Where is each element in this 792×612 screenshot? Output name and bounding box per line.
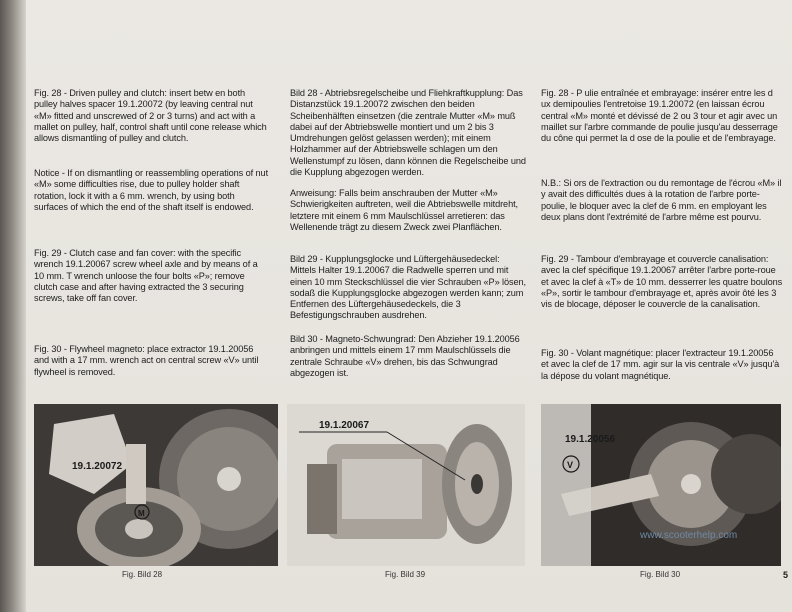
caption-fig28: Fig. Bild 28: [122, 570, 163, 579]
book-spine-shadow: [0, 0, 26, 612]
en-fig29-paragraph: Fig. 29 - Clutch case and fan cover: with the specific wrench 19.1.20067 screw wheel axle and by means of a 10 mm. T wrench unloose the four bolts «P»; remove clutch case and after having extracted the 3 securing screws, take off fan cover.: [34, 248, 258, 304]
photo2-tool-label: 19.1.20067: [319, 420, 370, 431]
fr-fig29-paragraph: Fig. 29 - Tambour d'embrayage et couvercle canalisation: avec la clef spécifique 19.1.20067 arrêter l'arbre porte-roue et avec la clef à «T» de 10 mm. desserrer les quatre boulons «P», sortir le tambour d'embrayage et, après avoir ôté les 3 vis de blocage, déposer le couvercle de la canalisation.: [541, 254, 783, 310]
de-bild29-paragraph: Bild 29 - Kupplungsglocke und Lüftergehäusedeckel: Mittels Halter 19.1.20067 die Radwelle sperren und mit einen 10 mm Steckschlüssel die vier Schrauben «P» lösen, sodaß die Kupplungsglocke abgezogen werden kann; zum Entfernen des Lüftergehäusedeckels, die 3 Befestigungschrauben ausdrehen.: [290, 254, 526, 321]
photo-fig28-pulley: [34, 404, 278, 566]
caption-fig30: Fig. Bild 30: [640, 570, 681, 579]
photo-fig29-clutch-case: [287, 404, 525, 566]
de-bild30-paragraph: Bild 30 - Magneto-Schwungrad: Den Abzieher 19.1.20056 anbringen und mittels einem 17 mm Maulschlüssels die zentrale Schraube «V» drehen, bis das Schwungrad abgezogen ist.: [290, 334, 520, 378]
en-notice-paragraph: Notice - If on dismantling or reassembling operations of nut «M» some difficulties rise, due to pulley holder shaft rotation, lock it with a 6 mm. wrench, by using both surfaces of which the end of the shaft itself is endowed.: [34, 168, 269, 212]
photo-fig30-flywheel: [541, 404, 781, 566]
page-number: 5: [783, 570, 789, 580]
fr-fig30-paragraph: Fig. 30 - Volant magnétique: placer l'extracteur 19.1.20056 et avec la clef de 17 mm. agir sur la vis centrale «V» jusqu'à la dépose du volant magnétique.: [541, 348, 780, 381]
en-fig28-paragraph: Fig. 28 - Driven pulley and clutch: insert betw en both pulley halves spacer 19.1.20072 (by leaving central nut «M» fitted and unscrewed of 2 or 3 turns) and act with a mallet on pulley, half, control shaft until cone release which allows dismantling of pulley and clutch.: [34, 88, 267, 144]
en-fig30-paragraph: Fig. 30 - Flywheel magneto: place extractor 19.1.20056 and with a 17 mm. wrench act on central screw «V» until flywheel is removed.: [34, 344, 259, 377]
photo1-tool-label: 19.1.20072: [72, 461, 123, 472]
de-anweisung-paragraph: Anweisung: Falls beim anschrauben der Mutter «M» Schwierigkeiten auftreten, weil die Abtriebswelle mitdreht, letztere mit einem 6 mm Maulschlüssel arretieren: das Wellenende trägt zu diesem Zweck zwei Planflächen.: [290, 188, 518, 232]
watermark-text: www.scooterhelp.com: [640, 530, 738, 541]
photo1-nut-letter: M: [138, 509, 145, 518]
caption-fig29: Fig. Bild 39: [385, 570, 426, 579]
fr-fig28-paragraph: Fig. 28 - P ulie entraînée et embrayage: insérer entre les d ux demipoulies l'entretoise 19.1.20072 (en laissan écrou central «M» monté et dévissé de 2 ou 3 tour et agir avec un maillet sur l'arbre commande de poulie jusqu'au desserrage du cône qui permet la d ose de la poulie et de l'embrayage.: [541, 88, 778, 144]
photo3-tool-label: 19.1.20056: [565, 434, 616, 445]
de-bild28-paragraph: Bild 28 - Abtriebsregelscheibe und Fliehkraftkupplung: Das Distanzstück 19.1.20072 zwischen den beiden Scheibenhälften einsetzen (die zentrale Mutter «M» muß dabei auf der Abtriebswelle montiert und um 2 bis 3 Umdrehungen gelöst gelassen werden); mit einem Holzhammer auf der Abtriebswelle schlagen um den Wellenstumpf zu lösen, dann können die Regelscheibe und die Kupplung abgezogen werden.: [290, 88, 526, 178]
photo3-screw-letter: V: [567, 460, 574, 470]
fr-nb-paragraph: N.B.: Si ors de l'extraction ou du remontage de l'écrou «M» il y avait des difficultés dues à la rotation de l'arbre porte-poulie, le bloquer avec la clef de 6 mm. en employant les deux plans dont l'extrémité de l'arbre même est pourvu.: [541, 178, 782, 222]
